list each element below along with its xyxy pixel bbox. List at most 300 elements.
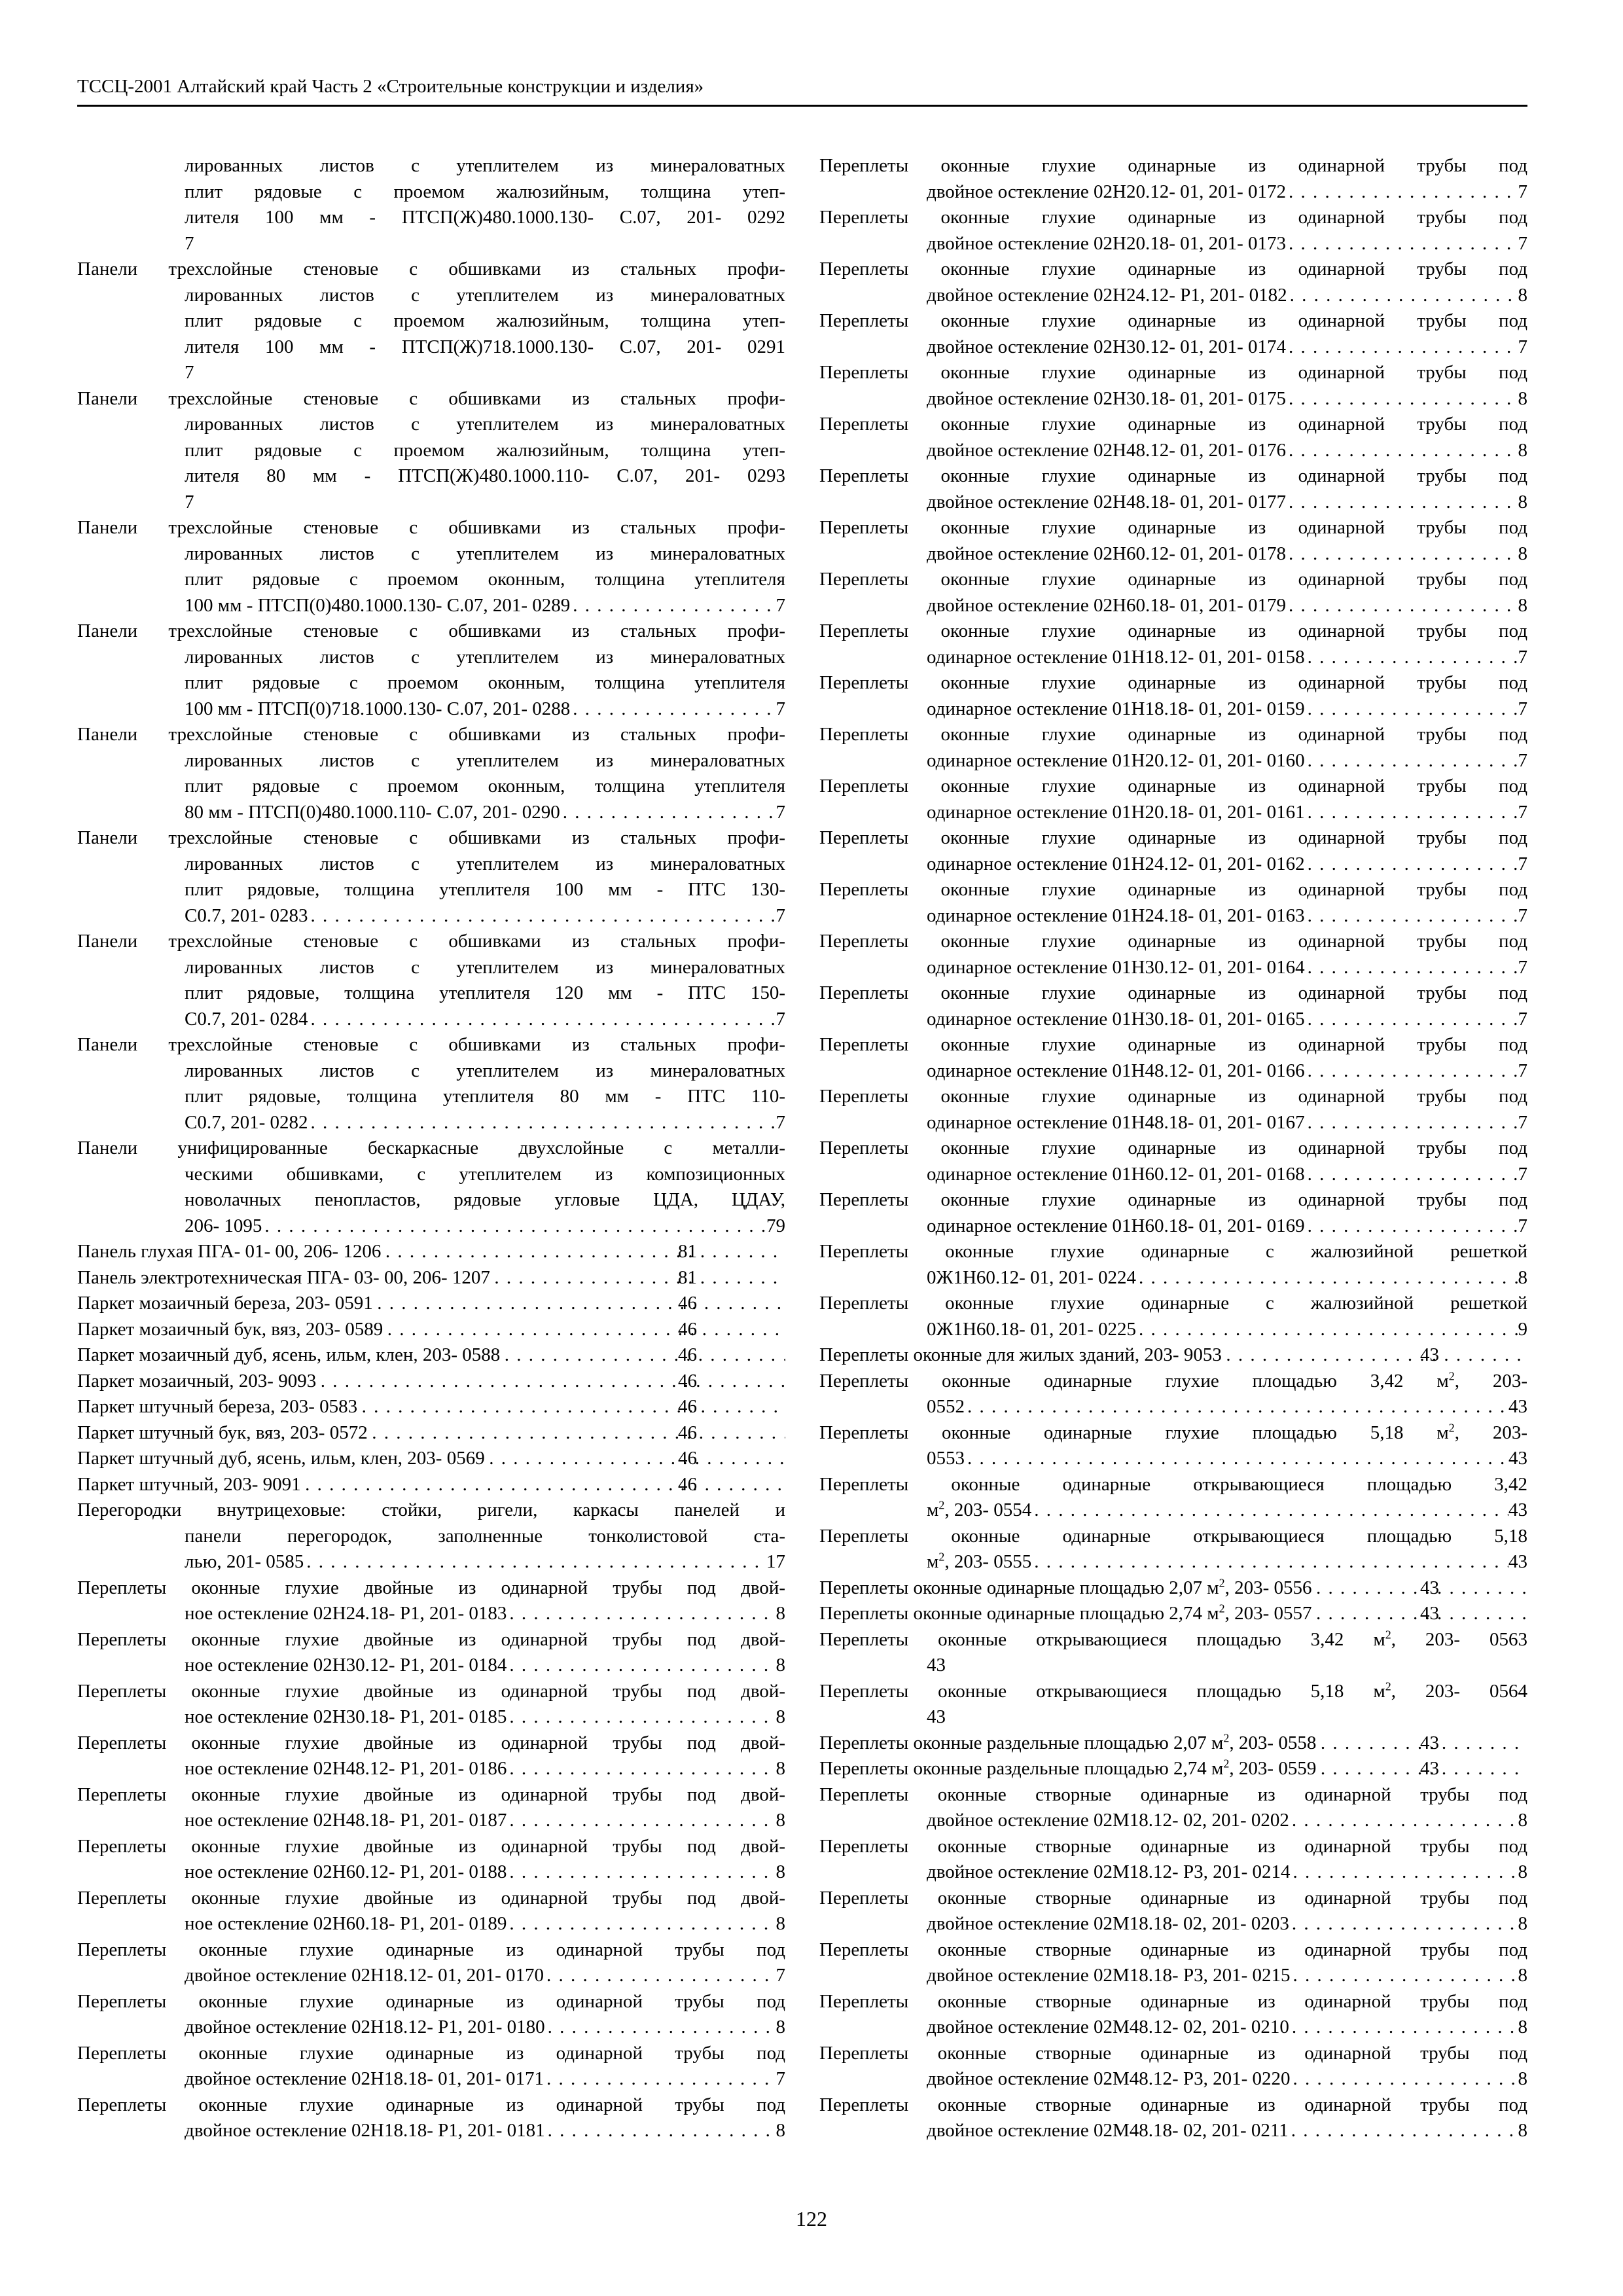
entry-reference: Переплеты оконные раздельные площадью 2,07 $м^2$, 203- 0558 — [819, 1731, 1317, 1753]
entry-leader-line — [927, 800, 1527, 826]
entry-reference: двойное остекление 02Н60.12- 01, 201- 0178 — [927, 543, 1287, 564]
entry-text-line: 7 — [185, 232, 194, 254]
entry-page-number: 43 — [1508, 1551, 1527, 1572]
entry-text-line: Панели трехслойные стеновые с обшивками из стальных профи- — [77, 724, 785, 745]
index-entry — [819, 515, 1527, 567]
entry-text-line: Переплеты оконные глухие одинарные из одинарной трубы под — [819, 827, 1527, 848]
index-entry — [819, 1369, 1527, 1420]
entry-reference: $м^2$, 203- 0554 — [927, 1498, 1032, 1520]
dot-leader — [381, 1239, 785, 1265]
index-column-right — [819, 153, 1527, 2144]
dot-leader — [507, 1601, 776, 1627]
dot-leader — [1305, 903, 1518, 929]
index-entry — [77, 1886, 785, 1937]
entry-text-line: Переплеты оконные глухие одинарные из одинарной трубы под — [819, 1034, 1527, 1055]
entry-reference: двойное остекление 02Н48.12- 01, 201- 0176 — [927, 439, 1287, 461]
entry-page-number: 7 — [776, 1965, 785, 1986]
entry-text-line: Переплеты оконные глухие одинарные из одинарной трубы под — [819, 724, 1527, 745]
dot-leader — [1289, 2015, 1518, 2041]
entry-text-line: лированных листов с утеплителем из минераловатных — [185, 956, 785, 978]
entry-text-line: Переплеты оконные глухие двойные из одинарной трубы под двой- — [77, 1628, 785, 1650]
entry-page-number: 7 — [1518, 853, 1527, 874]
index-entry — [819, 1136, 1527, 1187]
entry-reference: двойное остекление 02Н18.18- Р1, 201- 0181 — [185, 2120, 545, 2141]
index-entry — [819, 722, 1527, 774]
entry-text-line: Переплеты оконные створные одинарные из одинарной трубы под — [819, 1939, 1527, 1960]
entry-text-line: лированных листов с утеплителем из минераловатных — [185, 414, 785, 435]
dot-leader — [316, 1369, 785, 1395]
entry-leader-line — [927, 231, 1527, 257]
entry-leader-line: Переплеты оконные раздельные площадью 2,07 $м^2$, 203- 0558 . . . 43 — [927, 1731, 1527, 1757]
index-entry — [819, 1937, 1527, 1989]
entry-text-line: Переплеты оконные одинарные открывающиеся площадью 5,18 — [819, 1525, 1527, 1547]
dot-leader — [1286, 541, 1518, 567]
entry-reference: Паркет штучный бук, вяз, 203- 0572 — [77, 1422, 368, 1443]
entry-text-line: Переплеты оконные створные одинарные из одинарной трубы под — [819, 1835, 1527, 1857]
entry-reference: одинарное остекление 01Н18.18- 01, 201- 0159 — [927, 698, 1305, 719]
entry-text-line: Переплеты оконные открывающиеся площадью 3,42 $м^2$, 203- 0563 — [819, 1627, 1527, 1650]
entry-page-number: 9 — [1518, 1318, 1527, 1340]
index-entry — [819, 877, 1527, 929]
index-entry — [819, 308, 1527, 360]
entry-text-line: плит рядовые с проемом оконным, толщина утеплителя — [185, 672, 785, 693]
entry-reference: двойное остекление 02М48.18- 02, 201- 0211 — [927, 2120, 1289, 2141]
entry-reference: ное остекление 02Н48.18- Р1, 201- 0187 — [185, 1810, 507, 1831]
entry-text-line: Переплеты оконные створные одинарные из одинарной трубы под — [819, 1990, 1527, 2012]
index-entry — [77, 1420, 785, 1446]
dot-leader — [1305, 645, 1518, 671]
entry-page-number: 8 — [776, 1706, 785, 1727]
entry-page-number: 8 — [1518, 2017, 1527, 2037]
dot-leader — [301, 1472, 785, 1498]
entry-page-number: 7 — [776, 1008, 785, 1030]
entry-reference: 0552 — [927, 1396, 965, 1417]
entry-text-line: Переплеты оконные глухие двойные из одинарной трубы под двой- — [77, 1887, 785, 1909]
entry-leader-line — [185, 696, 785, 723]
entry-leader-line — [927, 541, 1527, 567]
entry-text-line: Переплеты оконные глухие одинарные из одинарной трубы под — [819, 207, 1527, 228]
entry-page-number: 7 — [1518, 646, 1527, 668]
entry-text-line: лированных листов с утеплителем из минераловатных — [185, 155, 785, 176]
entry-page-number: 7 — [776, 594, 785, 616]
dot-leader — [1289, 1911, 1518, 1937]
entry-text-line: лителя 100 мм - ПТСП(Ж)718.1000.130- С.07, 201- 0291 — [185, 336, 785, 357]
entry-page-number: 7 — [1518, 905, 1527, 926]
entry-page-number: 8 — [1518, 1266, 1527, 1288]
index-entry — [819, 1524, 1527, 1575]
entry-reference: Паркет штучный береза, 203- 0583 — [77, 1396, 358, 1417]
entry-reference: двойное остекление 02М48.12- 02, 201- 0210 — [927, 2017, 1289, 2037]
entry-leader-line: Переплеты оконные одинарные площадью 2,74 $м^2$, 203- 0557 . . . 43 — [927, 1601, 1527, 1627]
entry-text-line: Панели унифицированные бескаркасные двухслойные с металли- — [77, 1138, 785, 1158]
entry-reference: лью, 201- 0585 — [185, 1551, 304, 1572]
entry-page-number: 8 — [1518, 491, 1527, 512]
index-entry — [819, 1187, 1527, 1239]
entry-leader-line — [927, 334, 1527, 361]
entry-text-line: Переплеты оконные глухие одинарные из одинарной трубы под — [819, 620, 1527, 641]
entry-leader-line — [927, 2066, 1527, 2092]
entry-text-line: Переплеты оконные глухие двойные из одинарной трубы под двой- — [77, 1680, 785, 1702]
dot-leader — [1287, 283, 1518, 309]
entry-reference: двойное остекление 02Н24.12- Р1, 201- 0182 — [927, 284, 1287, 306]
entry-leader-line: Паркет мозаичный, 203- 9093 . . . 46 — [185, 1369, 785, 1395]
dot-leader — [544, 2066, 776, 2092]
entry-page-number: 7 — [1518, 181, 1527, 202]
index-entry — [819, 153, 1527, 205]
entry-reference: двойное остекление 02Н30.12- 01, 201- 0174 — [927, 336, 1287, 357]
entry-page-number: 8 — [1518, 2120, 1527, 2141]
entry-leader-line — [927, 1058, 1527, 1085]
index-entry — [77, 1032, 785, 1136]
entry-leader-line — [927, 1549, 1527, 1575]
entry-reference: С0.7, 201- 0283 — [185, 905, 308, 926]
index-entry — [819, 1731, 1527, 1757]
dot-leader — [1286, 334, 1518, 361]
entry-text-line: Переплеты оконные глухие одинарные из одинарной трубы под — [819, 1189, 1527, 1210]
entry-leader-line — [927, 1394, 1527, 1420]
entry-leader-line — [185, 1911, 785, 1937]
entry-page-number: 7 — [1518, 1060, 1527, 1081]
index-entry — [819, 257, 1527, 308]
entry-page-number: 7 — [1518, 1111, 1527, 1133]
superscript: 2 — [938, 1550, 945, 1564]
index-entry — [77, 1394, 785, 1420]
entry-text-line: лированных листов с утеплителем из минераловатных — [185, 646, 785, 668]
entry-leader-line — [185, 1110, 785, 1136]
entry-text-line: Переплеты оконные глухие одинарные из одинарной трубы под — [819, 879, 1527, 900]
entry-leader-line — [927, 1162, 1527, 1188]
entry-text-line: плит рядовые с проемом жалюзийным, толщина утеп- — [185, 439, 785, 461]
entry-reference: двойное остекление 02М48.12- Р3, 201- 0220 — [927, 2068, 1291, 2089]
entry-reference: 100 мм - ПТСП(0)718.1000.130- С.07, 201- 0288 — [185, 698, 571, 719]
entry-leader-line — [185, 903, 785, 929]
index-entry — [819, 1679, 1527, 1731]
dot-leader — [965, 1446, 1508, 1472]
dot-leader — [1305, 852, 1518, 878]
entry-page-number: 7 — [1518, 1008, 1527, 1030]
index-entry — [819, 1834, 1527, 1886]
entry-text-line: Переплеты оконные глухие одинарные из одинарной трубы под — [819, 465, 1527, 486]
entry-text-line: плит рядовые, толщина утеплителя 120 мм - ПТС 150- — [185, 982, 785, 1003]
entry-text-line: Переплеты оконные глухие одинарные из одинарной трубы под — [819, 776, 1527, 797]
dot-leader — [1305, 955, 1518, 981]
entry-reference: одинарное остекление 01Н48.18- 01, 201- 0167 — [927, 1111, 1305, 1133]
entry-reference: Панель глухая ПГА- 01- 00, 206- 1206 — [77, 1241, 382, 1262]
dot-leader — [262, 1213, 766, 1240]
dot-leader — [507, 1704, 776, 1731]
index-entry — [77, 1265, 785, 1291]
entry-text-line: Переплеты оконные глухие одинарные из одинарной трубы под — [819, 310, 1527, 331]
dot-leader — [1305, 1058, 1518, 1085]
superscript: 2 — [1219, 1575, 1225, 1589]
entry-text-line: плит рядовые, толщина утеплителя 80 мм - ПТС 110- — [185, 1086, 785, 1107]
entry-text-line: Панели трехслойные стеновые с обшивками из стальных профи- — [77, 517, 785, 538]
entry-reference: двойное остекление 02М18.12- Р3, 201- 0214 — [927, 1861, 1291, 1882]
entry-leader-line — [185, 1756, 785, 1782]
dot-leader — [1031, 1549, 1508, 1575]
index-entry — [77, 825, 785, 929]
dot-leader — [1305, 696, 1518, 723]
entry-text-line: лированных листов с утеплителем из минераловатных — [185, 853, 785, 874]
entry-text-line: новолачных пенопластов, рядовые угловые ЦДА, ЦДАУ, — [185, 1189, 785, 1210]
entry-reference: двойное остекление 02М18.12- 02, 201- 0202 — [927, 1810, 1289, 1831]
dot-leader — [1286, 438, 1518, 464]
index-entry — [819, 463, 1527, 515]
entry-page-number: 8 — [1518, 2068, 1527, 2089]
index-entry — [77, 1679, 785, 1731]
entry-text-line: Переплеты оконные глухие двойные из одинарной трубы под двой- — [77, 1784, 785, 1805]
dot-leader — [545, 2118, 776, 2144]
entry-text-line: Переплеты оконные одинарные открывающиеся площадью 3,42 — [819, 1473, 1527, 1495]
index-entry — [77, 1291, 785, 1317]
entry-reference: 0Ж1Н60.12- 01, 201- 0224 — [927, 1266, 1136, 1288]
index-entry — [819, 670, 1527, 722]
index-entry — [819, 1627, 1527, 1679]
entry-text-line: Панели трехслойные стеновые с обшивками из стальных профи- — [77, 620, 785, 641]
entry-text-line: Переплеты оконные створные одинарные из одинарной трубы под — [819, 1887, 1527, 1909]
index-entry — [77, 1834, 785, 1886]
entry-reference: двойное остекление 02М18.18- Р3, 201- 0215 — [927, 1965, 1291, 1986]
entry-leader-line — [185, 1808, 785, 1834]
index-entry — [77, 1472, 785, 1498]
entry-page-number: 7 — [1518, 336, 1527, 357]
entry-reference: одинарное остекление 01Н30.12- 01, 201- 0164 — [927, 956, 1305, 978]
entry-page-number: 8 — [1518, 1965, 1527, 1986]
entry-text-line: Панели трехслойные стеновые с обшивками из стальных профи- — [77, 387, 785, 409]
entry-leader-line — [927, 490, 1527, 516]
entry-reference: 0Ж1Н60.18- 01, 201- 0225 — [927, 1318, 1136, 1340]
entry-text-line: Переплеты оконные глухие двойные из одинарной трубы под двой- — [77, 1732, 785, 1753]
dot-leader — [1305, 800, 1518, 826]
entry-text-line: ческими обшивками, с утеплителем из композиционных — [185, 1163, 785, 1185]
entry-text-line: Переплеты оконные глухие одинарные из одинарной трубы под — [77, 2094, 785, 2115]
entry-reference: двойное остекление 02Н20.18- 01, 201- 0173 — [927, 232, 1287, 254]
entry-reference: одинарное остекление 01Н24.12- 01, 201- 0162 — [927, 853, 1305, 874]
superscript: 2 — [1219, 1602, 1225, 1615]
dot-leader — [507, 1808, 776, 1834]
dot-leader — [570, 593, 776, 619]
entry-text-line: 7 — [185, 491, 194, 512]
dot-leader — [500, 1342, 785, 1369]
entry-page-number: 43 — [1508, 1396, 1527, 1417]
entry-text-line: Переплеты оконные глухие одинарные из одинарной трубы под — [819, 982, 1527, 1003]
entry-reference: ное остекление 02Н60.18- Р1, 201- 0189 — [185, 1913, 507, 1934]
entry-leader-line — [927, 386, 1527, 412]
dot-leader — [1286, 490, 1518, 516]
entry-reference: одинарное остекление 01Н20.12- 01, 201- 0160 — [927, 749, 1305, 771]
entry-text-line: Переплеты оконные глухие одинарные из одинарной трубы под — [819, 259, 1527, 279]
entry-page-number: 7 — [1518, 956, 1527, 978]
entry-text-line: лированных листов с утеплителем из минераловатных — [185, 543, 785, 564]
entry-page-number: 7 — [1518, 232, 1527, 254]
entry-text-line: Переплеты оконные глухие одинарные из одинарной трубы под — [819, 362, 1527, 383]
entry-reference: двойное остекление 02Н60.18- 01, 201- 0179 — [927, 594, 1287, 616]
index-entry — [77, 1498, 785, 1575]
entry-text-line: Переплеты оконные глухие двойные из одинарной трубы под двой- — [77, 1577, 785, 1598]
dot-leader — [507, 1911, 776, 1937]
entry-reference: 100 мм - ПТСП(0)480.1000.130- С.07, 201- 0289 — [185, 594, 571, 616]
entry-page-number: 7 — [1518, 698, 1527, 719]
dot-leader — [1286, 179, 1518, 206]
entry-reference: ное остекление 02Н60.12- Р1, 201- 0188 — [185, 1861, 507, 1882]
entry-leader-line — [927, 1213, 1527, 1240]
entry-page-number: 43 — [1508, 1448, 1527, 1469]
dot-leader — [570, 696, 776, 723]
index-entry — [77, 1446, 785, 1472]
entry-page-number: 8 — [776, 1603, 785, 1624]
entry-page-number: 7 — [1518, 749, 1527, 771]
page-footer — [0, 2207, 1623, 2231]
entry-leader-line: Переплеты оконные одинарные площадью 2,07 $м^2$, 203- 0556 . . . 43 — [927, 1575, 1527, 1602]
index-entry — [77, 515, 785, 619]
entry-text-line: лированных листов с утеплителем из минераловатных — [185, 284, 785, 306]
entry-text-line: 43 — [927, 1655, 946, 1676]
superscript: 2 — [1448, 1420, 1455, 1434]
index-entry — [77, 153, 785, 257]
entry-leader-line — [927, 1911, 1527, 1937]
entry-text-line: Переплеты оконные глухие одинарные из одинарной трубы под — [819, 414, 1527, 435]
dot-leader — [485, 1446, 785, 1472]
entry-text-line: Переплеты оконные открывающиеся площадью 5,18 $м^2$, 203- 0564 — [819, 1679, 1527, 1702]
index-entry — [819, 1989, 1527, 2041]
entry-text-line: Переплеты оконные створные одинарные из одинарной трубы под — [819, 2042, 1527, 2064]
dot-leader — [308, 1110, 776, 1136]
entry-leader-line: Панель электротехническая ПГА- 03- 00, 206- 1207 . . . 81 — [185, 1265, 785, 1291]
entry-text-line: Переплеты оконные глухие одинарные из одинарной трубы под — [819, 569, 1527, 590]
dot-leader — [544, 1963, 776, 1989]
dot-leader — [383, 1317, 785, 1343]
entry-leader-line — [927, 2118, 1527, 2144]
entry-leader-line: Паркет штучный, 203- 9091 . . . 46 — [185, 1472, 785, 1498]
dot-leader — [357, 1394, 785, 1420]
index-entry — [819, 1756, 1527, 1782]
entry-reference: одинарное остекление 01Н48.12- 01, 201- 0166 — [927, 1060, 1305, 1081]
index-entry — [77, 1369, 785, 1395]
entry-text-line: Переплеты оконные глухие одинарные из одинарной трубы под — [819, 1138, 1527, 1158]
entry-text-line: Панели трехслойные стеновые с обшивками из стальных профи- — [77, 931, 785, 952]
entry-page-number: 7 — [1518, 801, 1527, 823]
entry-leader-line — [927, 1963, 1527, 1989]
entry-text-line: плит рядовые с проемом жалюзийным, толщина утеп- — [185, 181, 785, 202]
dot-leader — [368, 1420, 785, 1446]
entry-text-line: Переплеты оконные глухие одинарные из одинарной трубы под — [819, 1086, 1527, 1107]
entry-text-line: лированных листов с утеплителем из минераловатных — [185, 1060, 785, 1081]
entry-reference: Переплеты оконные раздельные площадью 2,74 $м^2$, 203- 0559 — [819, 1757, 1317, 1779]
entry-text-line: лителя 80 мм - ПТСП(Ж)480.1000.110- С.07, 201- 0293 — [185, 465, 785, 486]
index-entry — [819, 1239, 1527, 1291]
entry-reference: двойное остекление 02Н48.18- 01, 201- 0177 — [927, 491, 1287, 512]
entry-leader-line — [185, 1007, 785, 1033]
entry-leader-line — [927, 283, 1527, 309]
entry-leader-line — [927, 1007, 1527, 1033]
index-entry — [819, 980, 1527, 1032]
dot-leader — [1286, 231, 1518, 257]
entry-leader-line — [185, 800, 785, 826]
index-entry — [77, 1782, 785, 1834]
index-entry — [819, 825, 1527, 877]
entry-page-number: 8 — [1518, 387, 1527, 409]
dot-leader — [490, 1265, 785, 1291]
entry-leader-line — [185, 1213, 785, 1240]
index-entry — [819, 1886, 1527, 1937]
dot-leader — [1286, 386, 1518, 412]
index-entry — [819, 1575, 1527, 1602]
entry-reference: двойное остекление 02Н18.12- Р1, 201- 0180 — [185, 2017, 545, 2037]
entry-leader-line — [185, 1549, 785, 1575]
entry-text-line: панели перегородок, заполненные тонколистовой ста- — [185, 1525, 785, 1547]
dot-leader — [507, 1859, 776, 1886]
entry-reference: С0.7, 201- 0282 — [185, 1111, 308, 1133]
entry-text-line: Переплеты оконные глухие двойные из одинарной трубы под двой- — [77, 1835, 785, 1857]
index-entry — [819, 2041, 1527, 2092]
index-entry — [819, 360, 1527, 412]
entry-leader-line — [185, 1963, 785, 1989]
index-entry — [77, 929, 785, 1032]
entry-reference: Паркет штучный дуб, ясень, ильм, клен, 203- 0569 — [77, 1448, 485, 1469]
index-entry — [77, 619, 785, 722]
entry-page-number: 8 — [776, 1758, 785, 1779]
entry-leader-line — [185, 2066, 785, 2092]
entry-leader-line — [927, 438, 1527, 464]
index-entry — [819, 1032, 1527, 1084]
index-entry — [819, 1472, 1527, 1524]
dot-leader — [1305, 1162, 1518, 1188]
entry-page-number: 7 — [776, 698, 785, 719]
entry-leader-line: Паркет мозаичный дуб, ясень, ильм, клен, 203- 0588 . . . 46 — [185, 1342, 785, 1369]
header-title: ТССЦ-2001 Алтайский край Часть 2 «Строительные конструкции и изделия» — [77, 76, 704, 97]
entry-reference: двойное остекление 02Н30.18- 01, 201- 0175 — [927, 387, 1287, 409]
entry-page-number: 8 — [1518, 1913, 1527, 1934]
entry-text-line: Переплеты оконные глухие одинарные из одинарной трубы под — [77, 2042, 785, 2064]
entry-page-number: 8 — [1518, 1810, 1527, 1831]
entry-leader-line — [185, 1601, 785, 1627]
index-entry — [77, 2092, 785, 2144]
dot-leader — [545, 2015, 776, 2041]
entry-page-number: 8 — [776, 2017, 785, 2037]
index-entry — [77, 2041, 785, 2092]
index-entry — [819, 567, 1527, 619]
entry-leader-line — [927, 1446, 1527, 1472]
entry-text-line: Переплеты оконные глухие одинарные из одинарной трубы под — [819, 155, 1527, 176]
entry-text-line: Переплеты оконные одинарные глухие площадью 3,42 $м^2$, 203- — [819, 1369, 1527, 1391]
entry-reference: Паркет мозаичный бук, вяз, 203- 0589 — [77, 1318, 383, 1340]
entry-page-number: 8 — [1518, 439, 1527, 461]
entry-reference: одинарное остекление 01Н24.18- 01, 201- 0163 — [927, 905, 1305, 926]
entry-text-line: Переплеты оконные глухие одинарные с жалюзийной решеткой — [819, 1241, 1527, 1262]
dot-leader — [1305, 1110, 1518, 1136]
dot-leader — [1136, 1265, 1518, 1291]
superscript: 2 — [938, 1498, 945, 1512]
entry-reference: Паркет мозаичный береза, 203- 0591 — [77, 1293, 373, 1314]
entry-leader-line — [927, 593, 1527, 619]
entry-leader-line — [927, 179, 1527, 206]
entry-reference: ное остекление 02Н24.18- Р1, 201- 0183 — [185, 1603, 507, 1624]
entry-leader-line: Паркет мозаичный бук, вяз, 203- 0589 . . . 46 — [185, 1317, 785, 1343]
entry-reference: одинарное остекление 01Н20.18- 01, 201- 0161 — [927, 801, 1305, 823]
index-entry — [77, 1575, 785, 1627]
entry-reference: Паркет мозаичный, 203- 9093 — [77, 1370, 317, 1391]
index-entry — [819, 774, 1527, 825]
entry-page-number: 8 — [776, 1810, 785, 1831]
entry-leader-line — [185, 1653, 785, 1679]
index-entry — [819, 1420, 1527, 1472]
entry-reference: 0553 — [927, 1448, 965, 1469]
dot-leader — [1286, 593, 1518, 619]
index-entry — [819, 1601, 1527, 1627]
entry-text-line: Переплеты оконные створные одинарные из одинарной трубы под — [819, 2094, 1527, 2115]
entry-text-line: плит рядовые, толщина утеплителя 100 мм - ПТС 130- — [185, 879, 785, 900]
entry-text-line: 43 — [927, 1706, 946, 1727]
